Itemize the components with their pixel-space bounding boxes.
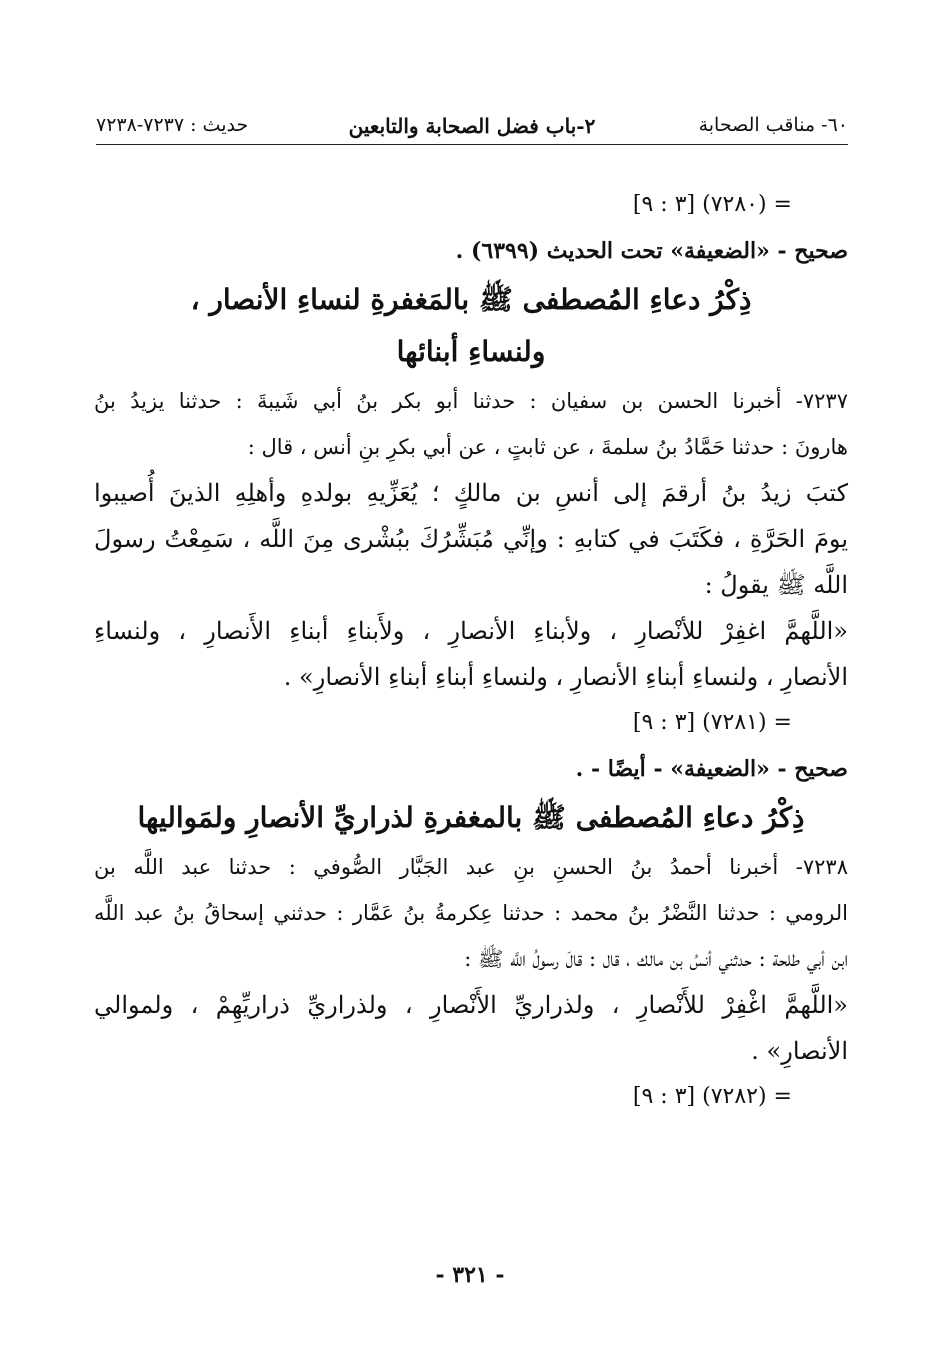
section-title: ذِكْرُ دعاءِ المُصطفى ﷺ بالمَغفرةِ لنساءِ الأنصار ، [190, 283, 752, 316]
isnad-line: ٧٢٣٧- أخبرنا الحسن بن سفيان : حدثنا أبو بكر بنُ أبي شَيبةَ : حدثنا يزيدُ بنُ [94, 389, 848, 413]
hadith-grade: صحيح - «الضعيفة» تحت الحديث (٦٣٩٩) . [455, 238, 848, 264]
cross-reference: = (٧٢٨١) [٣ : ٩] [632, 710, 792, 735]
header-hadith-range: حديث : ٧٢٣٧-٧٢٣٨ [96, 114, 249, 136]
hadith-text-line: «اللَّهمَّ اغْفِرْ للأَنْصارِ ، ولذراريِّ الأَنْصارِ ، ولذراريِّ ذراريِّهِمْ ، ولموالي [94, 991, 848, 1019]
page-number: - ٣٢١ - [435, 1262, 505, 1288]
section-title: ولنساءِ أبنائها [396, 335, 546, 368]
section-title: ذِكْرُ دعاءِ المُصطفى ﷺ بالمغفرةِ لذراريِّ الأنصارِ ولمَواليها [137, 801, 805, 834]
hadith-grade: صحيح - «الضعيفة» - أيضًا - . [575, 756, 848, 782]
isnad-line: ٧٢٣٨- أخبرنا أحمدُ بنُ الحسنِ بنِ عبد الجَبَّار الصُّوفي : حدثنا عبد اللَّه بن [94, 855, 848, 879]
hadith-text-line: الأنصارِ ، ولنساءِ أبناءِ الأنصارِ ، ولنساءِ أبناءِ أبناءِ الأنصارِ» . [283, 663, 848, 691]
hadith-text-line: «اللَّهمَّ اغفِرْ للأنْصارِ ، ولأبناءِ الأنصارِ ، ولأَبناءِ أبناءِ الأَنصارِ ، ولنساءِ [94, 617, 848, 645]
cross-reference: = (٧٢٨٠) [٣ : ٩] [632, 192, 792, 217]
header-section: ٢-باب فضل الصحابة والتابعين [348, 114, 596, 138]
isnad-line: الرومي : حدثنا النَّضْرُ بنُ محمد : حدثنا عِكرمةُ بنُ عَمَّار : حدثني إسحاقُ بنُ عبد اللَّه [94, 901, 848, 925]
cross-reference: = (٧٢٨٢) [٣ : ٩] [632, 1084, 792, 1109]
hadith-text-line: اللَّه ﷺ يقولُ : [704, 571, 848, 599]
isnad-line: ابن أبي طلحة : حدثني أنسُ بن مالك ، قال : قالَ رسولُ اللَّه ﷺ : [464, 947, 848, 971]
hadith-text-line: كتبَ زيدُ بنُ أرقمَ إلى أنسِ بن مالكٍ ؛ يُعَزِّيهِ بولدهِ وأهلِهِ الذينَ أُصيبوا [94, 479, 848, 507]
page-body [94, 182, 848, 1120]
isnad-line: هارونَ : حدثنا حَمَّادُ بنُ سلمةَ ، عن ثابتٍ ، عن أبي بكرِ بنِ أنس ، قال : [247, 435, 848, 459]
hadith-text-line: الأنصارِ» . [751, 1037, 848, 1065]
hadith-text-line: يومَ الحَرَّةِ ، فكَتَبَ في كتابهِ : وإنِّي مُبَشِّرُكَ ببُشْرى مِنَ اللَّه ، سَمِعْتُ رسولَ [94, 525, 848, 553]
running-header [96, 108, 848, 145]
header-chapter: ٦٠- مناقب الصحابة [698, 114, 848, 136]
